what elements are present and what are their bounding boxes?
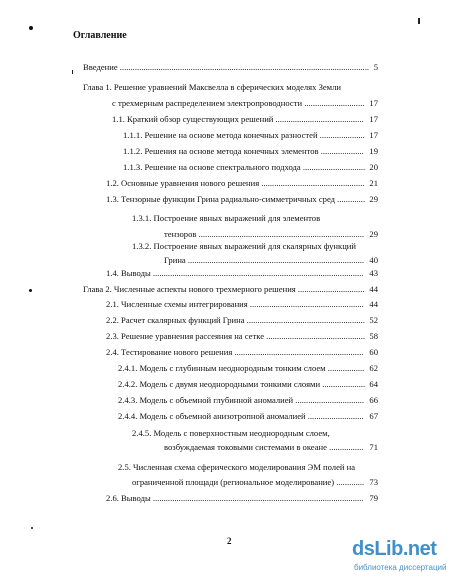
toc-entry xyxy=(112,97,378,109)
toc-entry-text: 2.2. Расчет скалярных функций Грина ....................................................... xyxy=(106,315,365,325)
toc-entry-page: 29 xyxy=(369,229,378,239)
toc-entry-text: ограниченной площади (региональное моделирование) ............. xyxy=(132,477,365,487)
toc-entry xyxy=(112,113,378,125)
toc-entry-text: 2.6. Выводы .................................................................................................. xyxy=(106,493,364,503)
toc-entry-page: 67 xyxy=(369,411,378,421)
toc-entry xyxy=(118,378,378,390)
toc-entry-page: 19 xyxy=(369,146,378,156)
toc-entry-text: Грина .................................................................................. xyxy=(164,255,365,265)
toc-entry-page: 21 xyxy=(369,178,378,188)
scan-mark xyxy=(31,527,33,529)
toc-entry-page: 66 xyxy=(369,395,378,405)
toc-entry-page: 43 xyxy=(369,268,378,278)
toc-entry-text: 1.1.3. Решение на основе спектрального подхода ............................. xyxy=(123,162,366,172)
toc-entry-page: 58 xyxy=(369,331,378,341)
scan-mark xyxy=(418,18,420,24)
toc-entry-page: 44 xyxy=(369,299,378,309)
toc-entry xyxy=(83,81,378,93)
toc-entry xyxy=(106,314,378,326)
scan-mark xyxy=(29,26,33,30)
toc-entry-text: 1.4. Выводы .................................................................................................. xyxy=(106,268,364,278)
toc-entry xyxy=(118,362,378,374)
toc-entry xyxy=(106,298,378,310)
toc-entry-page: 79 xyxy=(369,493,378,503)
toc-entry xyxy=(132,427,378,439)
toc-entry-text: 2.1. Численные схемы интегрирования ..................................................... xyxy=(106,299,364,309)
toc-entry-page: 71 xyxy=(369,442,378,452)
toc-entry xyxy=(118,410,378,422)
page-number: 2 xyxy=(227,536,232,546)
toc-entry-page: 5 xyxy=(373,62,378,72)
toc-entry-page: 52 xyxy=(369,315,378,325)
toc-entry-text: 2.4.5. Модель с поверхностным неоднородным слоем, xyxy=(132,428,330,438)
toc-entry-text: 2.3. Решение уравнения рассеяния на сетке .............................................. xyxy=(106,331,366,341)
toc-entry xyxy=(123,161,378,173)
toc-entry xyxy=(164,441,378,453)
page-title: Оглавление xyxy=(73,30,127,41)
toc-entry-text: 1.3.1. Построение явных выражений для элементов xyxy=(132,213,321,223)
toc-entry-page: 17 xyxy=(369,114,378,124)
watermark-subtitle: библиотека диссертаций xyxy=(354,563,447,572)
toc-entry xyxy=(123,129,378,141)
toc-entry xyxy=(106,330,378,342)
toc-entry xyxy=(106,177,378,189)
toc-entry-text: 2.4.4. Модель с объемной анизотропной аномалией .......................... xyxy=(118,411,364,421)
watermark xyxy=(352,538,447,576)
toc-entry xyxy=(106,346,378,358)
toc-entry-page: 17 xyxy=(369,98,378,108)
toc-entry-page: 73 xyxy=(369,477,378,487)
toc-entry-page: 29 xyxy=(369,194,378,204)
toc-entry-page: 64 xyxy=(369,379,378,389)
toc-entry-text: 1.3. Тензорные функции Грина радиально-симметричных сред ............. xyxy=(106,194,366,204)
toc-entry xyxy=(164,254,378,266)
toc-entry xyxy=(132,240,378,252)
toc-entry-page: 40 xyxy=(369,255,378,265)
watermark-logo: dsLib.net xyxy=(352,538,437,560)
toc-entry-text: 1.1.2. Решения на основе метода конечных элементов .................... xyxy=(123,146,364,156)
toc-entry xyxy=(132,212,378,224)
toc-entry-page: 17 xyxy=(369,130,378,140)
toc-entry-page: 62 xyxy=(369,363,378,373)
toc-entry xyxy=(164,228,378,240)
toc-entry xyxy=(132,476,378,488)
toc-entry-text: 1.2. Основные уравнения нового решения ................................................ xyxy=(106,178,365,188)
toc-entry-page: 60 xyxy=(369,347,378,357)
toc-entry xyxy=(83,283,378,295)
toc-entry-text: 2.5. Численная схема сферического моделирования ЭМ полей на xyxy=(118,462,356,472)
toc-entry xyxy=(106,267,378,279)
toc-entry xyxy=(123,145,378,157)
scan-mark xyxy=(29,289,32,292)
toc-entry-text: с трехмерным распределением электропроводности ............................ xyxy=(112,98,365,108)
toc-entry xyxy=(118,461,378,473)
toc-entry xyxy=(106,193,378,205)
scan-mark xyxy=(72,70,73,74)
toc-entry xyxy=(83,61,378,73)
toc-entry-text: 1.1. Краткий обзор существующих решений ......................................... xyxy=(112,114,364,124)
toc-entry-page: 44 xyxy=(369,284,378,294)
toc-entry xyxy=(106,492,378,504)
toc-entry-text: 1.1.1. Решение на основе метода конечных разностей ..................... xyxy=(123,130,365,140)
toc-entry-page: 20 xyxy=(369,162,378,172)
toc-entry xyxy=(118,394,378,406)
toc-entry-text: 2.4. Тестирование нового решения ............................................................ xyxy=(106,347,364,357)
toc-entry-text: тензоров ............................................................................. xyxy=(164,229,365,239)
toc-entry-text: Введение .................................................................................................................... xyxy=(83,62,370,72)
toc-entry-text: Глава 2. Численные аспекты нового трехмерного решения ............................... xyxy=(83,284,365,294)
toc-entry-text: 2.4.2. Модель с двумя неоднородными тонкими слоями .................... xyxy=(118,379,366,389)
toc-entry-text: возбуждаемая токовыми системами в океане ................ xyxy=(164,442,364,452)
toc-entry-text: 2.4.3. Модель с объемной глубинной аномалией ................................ xyxy=(118,395,365,405)
toc-entry-text: Глава 1. Решение уравнений Максвелла в сферических моделях Земли xyxy=(83,82,342,92)
toc-entry-text: 1.3.2. Построение явных выражений для скалярных функций xyxy=(132,241,356,251)
toc-entry-text: 2.4.1. Модель с глубинным неоднородным тонким слоем ................. xyxy=(118,363,365,373)
